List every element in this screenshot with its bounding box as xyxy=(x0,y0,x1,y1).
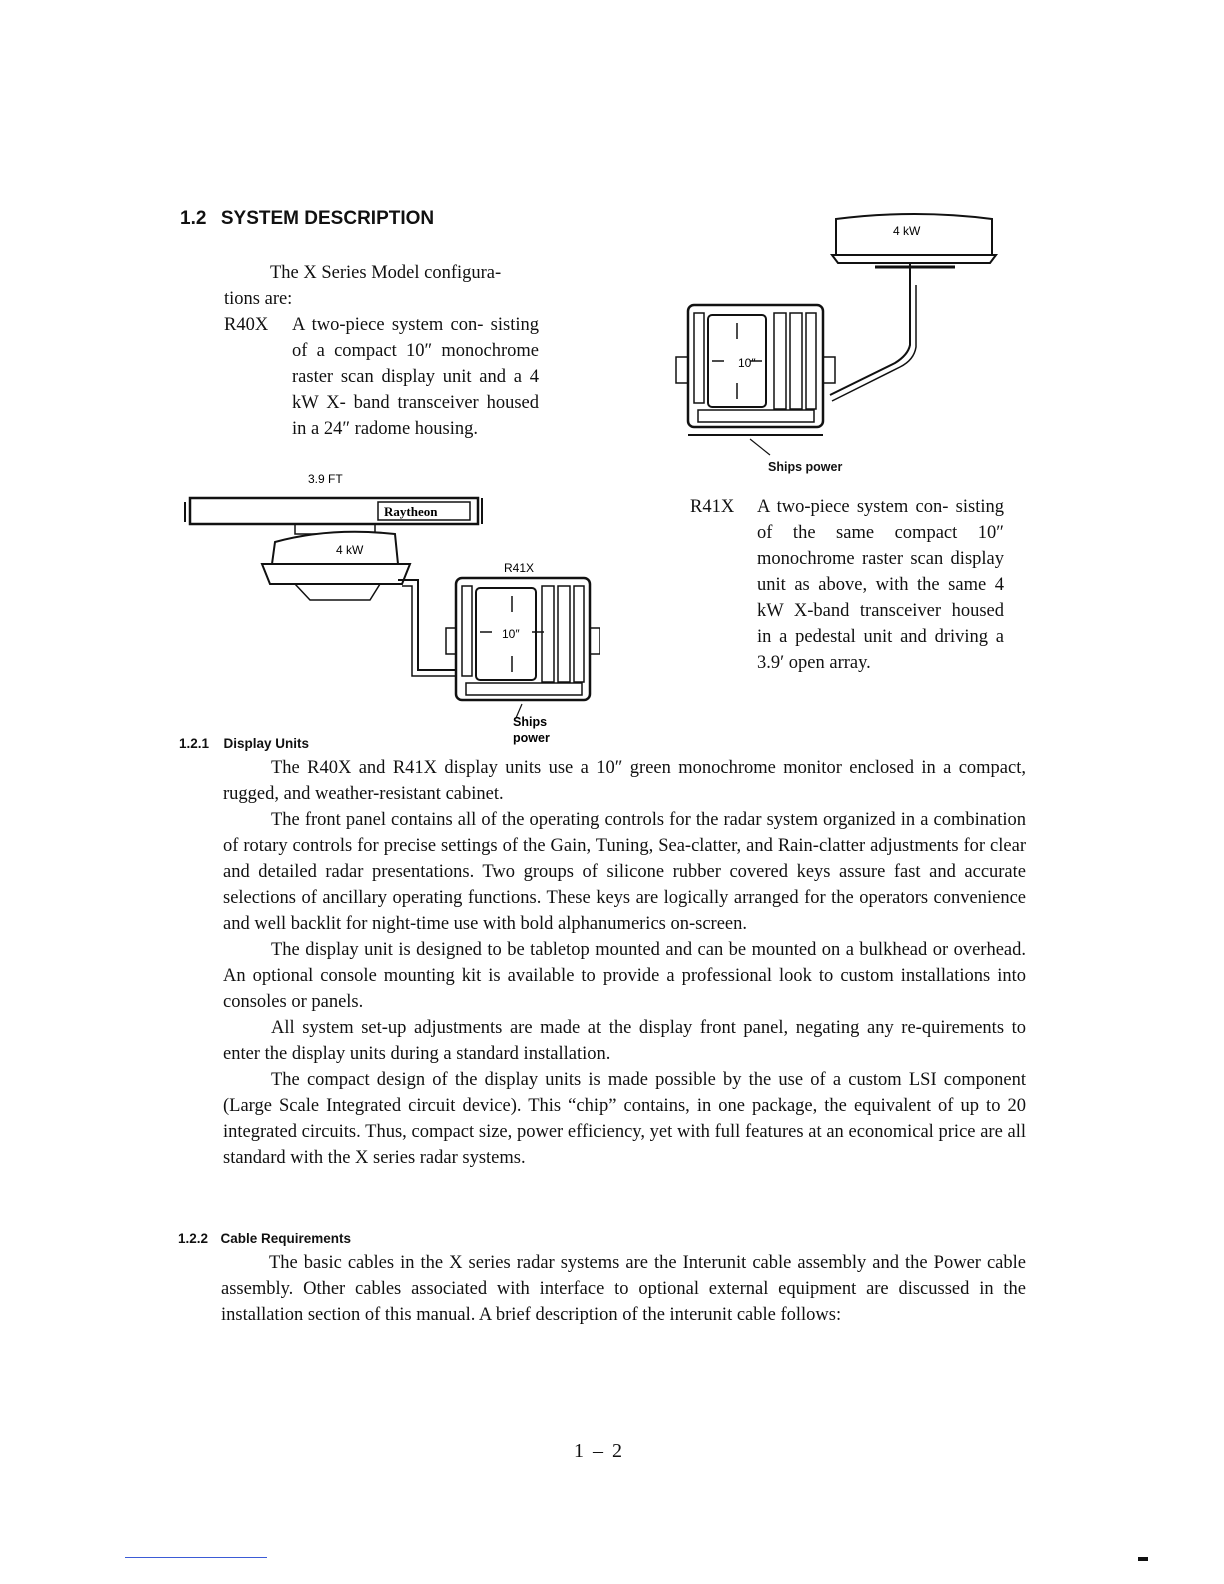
r41x-power-label-2: power xyxy=(513,731,550,745)
display-unit-icon xyxy=(676,305,835,455)
subsection-number: 1.2.2 xyxy=(178,1231,209,1246)
r41x-array-length: 3.9 FT xyxy=(308,472,343,486)
intro-line-1: The X Series Model configura- xyxy=(270,263,502,283)
pedestal-icon xyxy=(262,532,410,600)
r41x-model-caption: R41X xyxy=(504,561,535,575)
figure-r41x xyxy=(180,472,600,747)
subsection-number: 1.2.1 xyxy=(179,736,210,751)
paragraph: The front panel contains all of the operating controls for the radar system organized in a combination of rotary controls for precise settings of the Gain, Tuning, Sea-clatter, and Rain-clatter adjustments for clear and detailed radar presentations. Two groups of silicone rubber covered keys assure fast and accurate selections of ancillary operating functions. These keys are logically arranged for the operators convenience and well backlit for night-time use with bold alphanumerics on-screen. xyxy=(223,810,1026,934)
subsection-title: Display Units xyxy=(223,736,310,751)
paragraph: The R40X and R41X display units use a 10″ green monochrome monitor enclosed in a compact, rugged, and weather-resistant cabinet. xyxy=(223,758,1026,804)
paragraph: The display unit is designed to be tabletop mounted and can be mounted on a bulkhead or overhead. An optional console mounting kit is available to provide a professional look to custom installations into consoles or panels. xyxy=(223,940,1026,1012)
r41x-power-label-1: Ships xyxy=(513,715,548,729)
subsection-heading-display-units xyxy=(179,735,309,753)
r40x-screen-label: 10″ xyxy=(738,356,756,370)
paragraph: The compact design of the display units is made possible by the use of a custom LSI component (Large Scale Integrated circuit device). This “chip” contains, in one package, the equivalent of up to 20 integrated circuits. Thus, compact size, power efficiency, yet with full features at an economical price are all standard with the X series radar systems. xyxy=(223,1070,1026,1168)
r40x-model-label: R40X xyxy=(224,315,269,335)
cable-requirements-body xyxy=(221,1250,1026,1328)
r41x-model-label: R41X xyxy=(690,497,735,517)
r40x-power-label: Ships power xyxy=(768,460,843,474)
subsection-title: Cable Requirements xyxy=(220,1231,352,1246)
intro-line-2: tions are: xyxy=(224,289,293,309)
r41x-system-diagram xyxy=(180,472,600,747)
r40x-radome-label: 4 kW xyxy=(893,224,921,238)
brand-logo: Raytheon xyxy=(384,504,438,519)
r40x-system-diagram xyxy=(670,205,1010,480)
subsection-heading-cable-requirements xyxy=(178,1230,351,1248)
corner-mark xyxy=(1138,1557,1148,1561)
footer-rule xyxy=(125,1557,267,1558)
paragraph: All system set-up adjustments are made at the display front panel, negating any re-quirements to enter the display units during a standard installation. xyxy=(223,1018,1026,1064)
r41x-description: A two-piece system con- sisting of the same compact 10″ monochrome raster scan display unit as above, with the same 4 kW X-band transceiver housed in a pedestal unit and driving a 3.9′ open array. xyxy=(757,497,1004,673)
figure-r40x xyxy=(670,205,1010,480)
section-number: 1.2 xyxy=(180,208,207,229)
section-title: SYSTEM DESCRIPTION xyxy=(220,208,435,229)
display-units-body xyxy=(223,755,1026,1171)
r41x-pedestal-label: 4 kW xyxy=(336,543,364,557)
r40x-description: A two-piece system con- sisting of a compact 10″ monochrome raster scan display unit and a 4 kW X- band transceiver housed in a 24″ radome housing. xyxy=(292,315,539,439)
interunit-cable-icon xyxy=(830,285,916,401)
paragraph: The basic cables in the X series radar systems are the Interunit cable assembly and the Power cable assembly. Other cables associated with interface to optional external equipment are discussed in the installation section of this manual. A brief description of the interunit cable follows: xyxy=(221,1253,1026,1325)
display-unit-icon xyxy=(446,578,600,718)
section-heading xyxy=(180,208,434,230)
r41x-screen-label: 10″ xyxy=(502,627,520,641)
page-number: 1 – 2 xyxy=(574,1440,624,1462)
